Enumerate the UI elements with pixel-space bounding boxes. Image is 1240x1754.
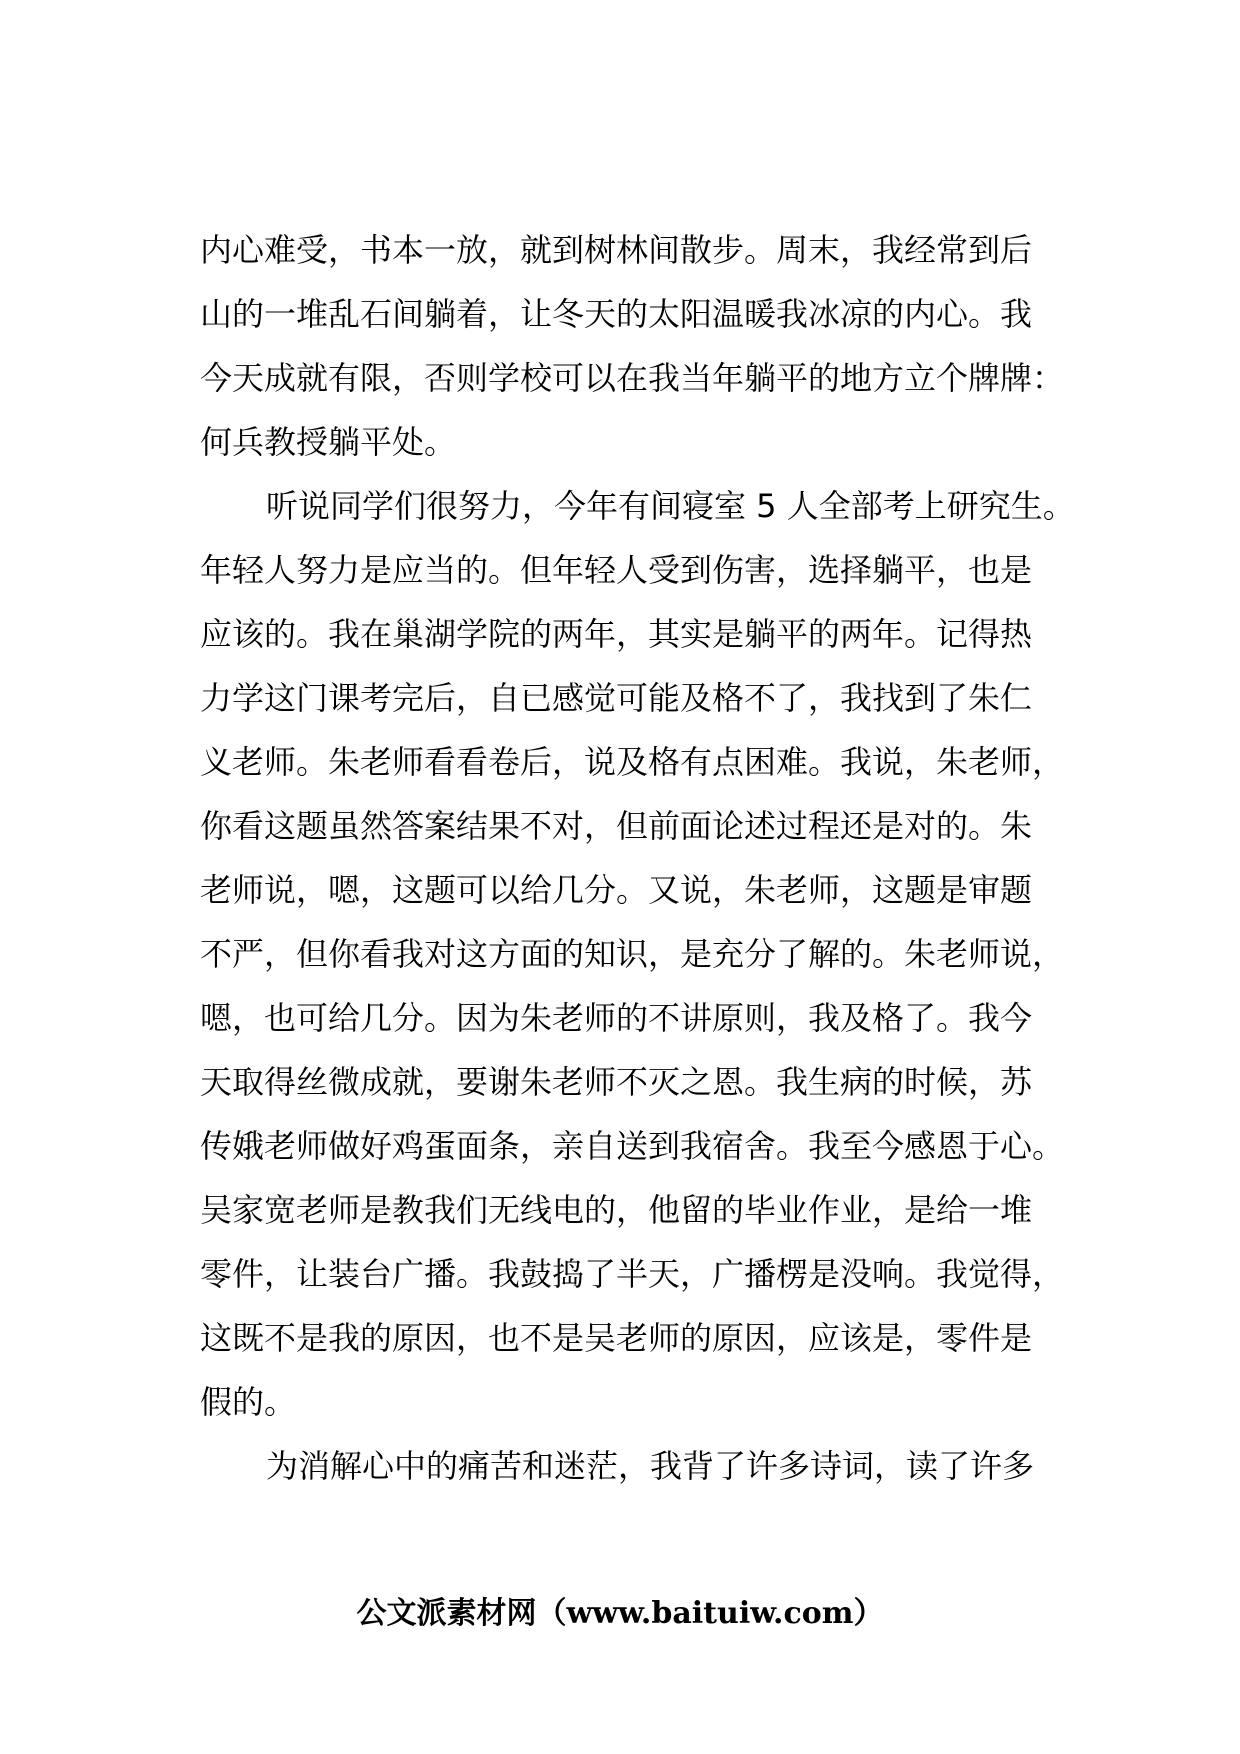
text-line: 零件，让装台广播。我鼓捣了半天，广播楞是没响。我觉得，	[200, 1255, 1065, 1293]
text-line: 内心难受，书本一放，就到树林间散步。周末，我经常到后	[200, 231, 1033, 269]
body-text	[200, 218, 1090, 1498]
text-line: 吴家宽老师是教我们无线电的，他留的毕业作业，是给一堆	[200, 1191, 1033, 1229]
text-line: 传娥老师做好鸡蛋面条，亲自送到我宿舍。我至今感恩于心。	[200, 1127, 1065, 1165]
text-line: 山的一堆乱石间躺着，让冬天的太阳温暖我冰凉的内心。我	[200, 295, 1033, 333]
text-line: 嗯，也可给几分。因为朱老师的不讲原则，我及格了。我今	[200, 999, 1033, 1037]
text-line: 这既不是我的原因，也不是吴老师的原因，应该是，零件是	[200, 1319, 1033, 1357]
text-line: 年轻人努力是应当的。但年轻人受到伤害，选择躺平，也是	[200, 551, 1033, 589]
text-line: 何兵教授躺平处。	[200, 423, 457, 461]
text-line: 义老师。朱老师看看卷后，说及格有点困难。我说，朱老师，	[200, 743, 1065, 781]
paragraph-first-line: 听说同学们很努力，今年有间寝室 5 人全部考上研究生。	[266, 487, 1075, 525]
text-line: 老师说，嗯，这题可以给几分。又说，朱老师，这题是审题	[200, 871, 1033, 909]
text-line: 力学这门课考完后，自已感觉可能及格不了，我找到了朱仁	[200, 679, 1033, 717]
page-footer: 公文派素材网（www.baituiw.com）	[356, 1596, 884, 1631]
paragraph-first-line: 为消解心中的痛苦和迷茫，我背了许多诗词，读了许多	[266, 1447, 1035, 1485]
text-line: 你看这题虽然答案结果不对，但前面论述过程还是对的。朱	[200, 807, 1033, 845]
text-line: 天取得丝微成就，要谢朱老师不灭之恩。我生病的时候，苏	[200, 1063, 1033, 1101]
text-line: 应该的。我在巢湖学院的两年，其实是躺平的两年。记得热	[200, 615, 1033, 653]
text-line: 不严，但你看我对这方面的知识，是充分了解的。朱老师说，	[200, 935, 1065, 973]
text-line: 假的。	[200, 1383, 297, 1421]
text-line: 今天成就有限，否则学校可以在我当年躺平的地方立个牌牌：	[200, 359, 1065, 397]
